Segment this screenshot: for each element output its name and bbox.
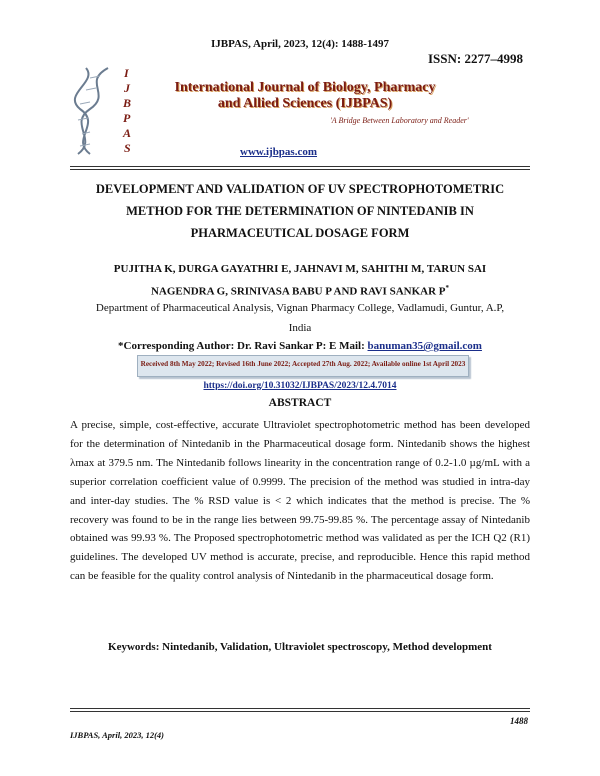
abstract-text: A precise, simple, cost-effective, accurate Ultraviolet spectrophotometric method has been developed for the determination of Nintedanib in the Pharmaceutical dosage form. Nintedanib shows the highest λmax at 379.5 nm. The Nintedanib follows linearity in the concentration range of 0.2-1.0 µg/mL with a superior correlation coefficient value of 0.9999. The precision of the method was studied in intra-day and inter-day studies. The % RSD value is < 2 which indicates that the method is precise. The % recovery was found to be in the range lies between 99.75-99.85 %. The percentage assay of Nintedanib obtained was 99.93 %. The Proposed spectrophotometric method was validated as per the ICH Q2 (R1) guidelines. The developed UV method is accurate, precise, and reproducible. Hence this rapid method can be feasible for the quality control analysis of Nintedanib in the pharmaceutical dosage form.: [70, 419, 530, 583]
title-line: PHARMACEUTICAL DOSAGE FORM: [190, 226, 410, 240]
corresponding-mark: *: [445, 284, 449, 292]
authors-line: PUJITHA K, DURGA GAYATHRI E, JAHNAVI M, SAHITHI M, TARUN SAI: [113, 263, 487, 275]
logo-letter: B: [123, 96, 132, 110]
logo-letter: S: [124, 141, 131, 155]
keywords: Keywords: Nintedanib, Validation, Ultraviolet spectroscopy, Method development: [108, 641, 492, 653]
journal-citation: IJBPAS, April, 2023, 12(4): 1488-1497: [211, 38, 389, 50]
logo-letter: A: [123, 126, 132, 140]
abstract-heading: ABSTRACT: [268, 397, 332, 409]
corresponding-label: *Corresponding Author: Dr. Ravi Sankar P: E Mail:: [118, 340, 365, 352]
logo-letter: J: [124, 81, 130, 95]
page-number: 1488: [510, 716, 528, 726]
journal-name: [155, 80, 455, 112]
affiliation: [60, 298, 540, 338]
footer-divider: [70, 708, 530, 709]
journal-tagline: 'A Bridge Between Laboratory and Reader': [330, 116, 469, 125]
affiliation-line: Department of Pharmaceutical Analysis, Vignan Pharmacy College, Vadlamudi, Guntur, A.P,: [95, 302, 505, 314]
journal-name-line: International Journal of Biology, Pharmacy: [174, 80, 436, 95]
corresponding-author: [60, 340, 540, 352]
logo-letter: I: [124, 66, 129, 80]
footer-citation: IJBPAS, April, 2023, 12(4): [70, 730, 164, 740]
title-line: DEVELOPMENT AND VALIDATION OF UV SPECTROPHOTOMETRIC: [95, 182, 505, 196]
logo-letter: P: [123, 111, 131, 125]
header-divider: [70, 169, 530, 170]
header-divider: [70, 166, 530, 167]
dna-helix-icon: [68, 64, 144, 158]
article-title: [50, 178, 550, 244]
title-line: METHOD FOR THE DETERMINATION OF NINTEDANIB IN: [126, 204, 474, 218]
journal-logo: [68, 64, 144, 158]
corresponding-email-link[interactable]: banuman35@gmail.com: [367, 340, 482, 352]
article-dates: Received 8th May 2022; Revised 16th June 2022; Accepted 27th Aug. 2022; Available online 1st April 2023: [140, 360, 466, 368]
author-list: [60, 260, 540, 302]
affiliation-line: India: [288, 322, 312, 334]
journal-website-link[interactable]: www.ijbpas.com: [240, 146, 318, 158]
journal-name-line: and Allied Sciences (IJBPAS): [217, 96, 393, 111]
authors-line-text: NAGENDRA G, SRINIVASA BABU P AND RAVI SANKAR P: [150, 285, 446, 298]
footer-divider: [70, 711, 530, 712]
issn: ISSN: 2277–4998: [428, 51, 523, 66]
doi-link[interactable]: https://doi.org/10.31032/IJBPAS/2023/12.4.7014: [203, 381, 397, 391]
